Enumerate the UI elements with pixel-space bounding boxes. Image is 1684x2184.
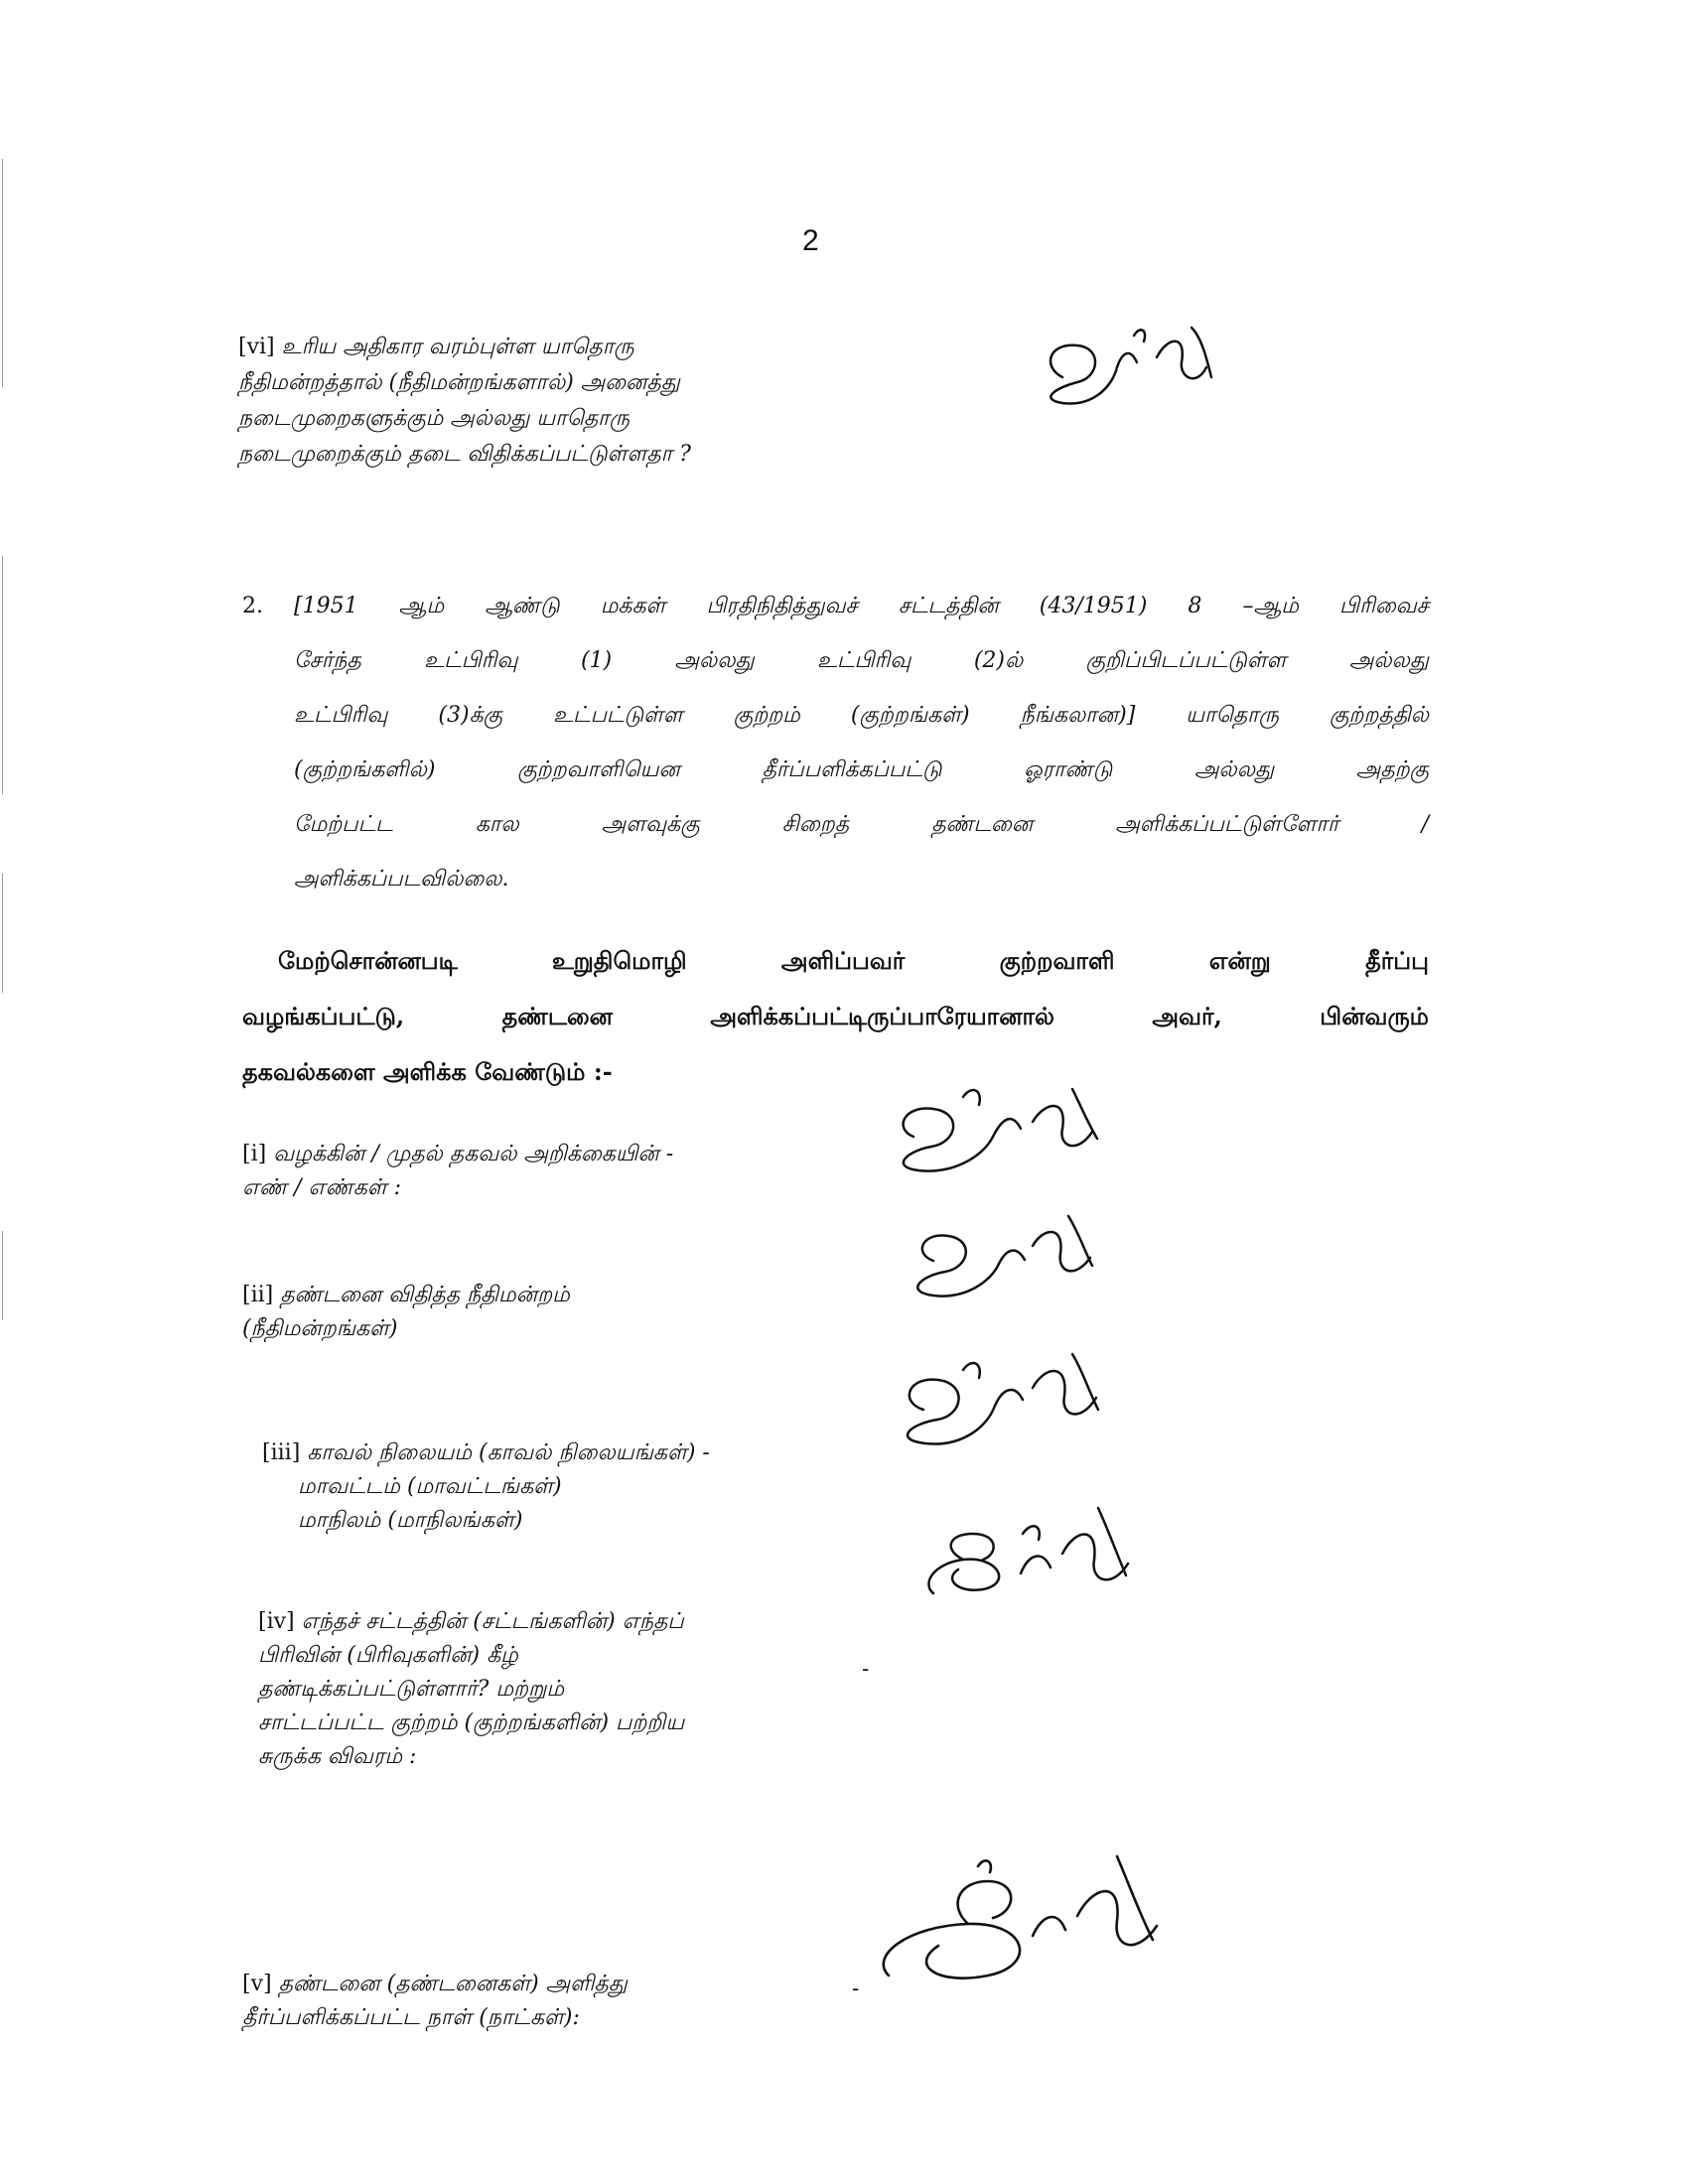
clause-line: உட்பிரிவு (3)க்கு உட்பட்டுள்ள குற்றம் (குற்றங்கள்) நீங்கலான)] யாதொரு குற்றத்தில்	[294, 703, 1429, 728]
handwritten-signature	[869, 1837, 1187, 2005]
field-text: மாநிலம் (மாநிலங்கள்)	[298, 1508, 523, 1533]
clause-line: (குற்றங்களில்) குற்றவாளியென தீர்ப்பளிக்கப்பட்டு ஓராண்டு அல்லது அதற்கு	[294, 757, 1429, 782]
dash-mark: -	[862, 1656, 870, 1681]
item-number: 2.	[242, 594, 263, 618]
field-conviction-date	[242, 1968, 858, 2035]
handwritten-signature	[884, 1340, 1122, 1459]
field-text: காவல் நிலையம் (காவல் நிலையங்கள்) -	[307, 1440, 710, 1465]
instruction-line: மேற்சொன்னபடி உறுதிமொழி அளிப்பவர் குற்றவாளி என்று தீர்ப்பு	[278, 946, 1429, 975]
field-police-station	[262, 1436, 878, 1538]
instruction-line: வழங்கப்பட்டு, தண்டனை அளிக்கப்பட்டிருப்பாரேயானால் அவர், பின்வரும்	[242, 1002, 1429, 1030]
handwritten-signature	[894, 1206, 1112, 1310]
field-text: தண்டனை விதித்த நீதிமன்றம்	[280, 1283, 570, 1307]
field-label: [iii]	[262, 1440, 301, 1465]
field-label: [iv]	[258, 1609, 295, 1634]
field-text: பிரிவின் (பிரிவுகளின்) கீழ்	[258, 1643, 518, 1668]
handwritten-signature	[904, 1494, 1162, 1623]
instruction-paragraph	[242, 933, 1429, 1100]
handwritten-signature	[884, 1077, 1112, 1186]
clause-line: [1951 ஆம் ஆண்டு மக்கள் பிரதிநிதித்துவச் சட்டத்தின் (43/1951) 8 –ஆம் பிரிவைச்	[294, 594, 1429, 618]
handwritten-signature	[1023, 308, 1241, 417]
field-text: எந்தச் சட்டத்தின் (சட்டங்களின்) எந்தப்	[301, 1609, 684, 1634]
question-line: உரிய அதிகார வரம்புள்ள யாதொரு	[281, 335, 634, 359]
page-number: 2	[802, 224, 819, 257]
field-text: சுருக்க விவரம் :	[258, 1744, 417, 1769]
scan-edge-mark	[2, 874, 3, 993]
question-line: நீதிமன்றத்தால் (நீதிமன்றங்களால்) அனைத்து	[238, 370, 680, 395]
field-text: தீர்ப்பளிக்கப்பட்ட நாள் (நாட்கள்):	[242, 2005, 580, 2030]
conviction-clause	[242, 579, 1429, 906]
field-text: (நீதிமன்றங்கள்)	[242, 1316, 398, 1341]
field-text: தண்டிக்கப்பட்டுள்ளார்? மற்றும்	[258, 1677, 565, 1702]
question-line: நடைமுறைக்கும் தடை விதிக்கப்பட்டுள்ளதா ?	[238, 442, 691, 467]
field-text: வழக்கின் / முதல் தகவல் அறிக்கையின் -	[273, 1142, 674, 1166]
field-label: [i]	[242, 1142, 267, 1166]
question-label: [vi]	[238, 335, 275, 359]
field-law-section	[258, 1605, 894, 1774]
clause-line: அளிக்கப்படவில்லை.	[294, 867, 509, 891]
scan-edge-mark	[2, 1231, 3, 1320]
dash-mark: -	[852, 1976, 860, 2000]
field-case-number	[242, 1138, 838, 1205]
scan-edge-mark	[2, 159, 3, 387]
field-text: எண் / எண்கள் :	[242, 1175, 402, 1200]
scan-edge-mark	[2, 556, 3, 794]
field-text: தண்டனை (தண்டனைகள்) அளித்து	[278, 1972, 628, 1996]
field-label: [v]	[242, 1972, 272, 1996]
field-label: [ii]	[242, 1283, 274, 1307]
clause-line: சேர்ந்த உட்பிரிவு (1) அல்லது உட்பிரிவு (2)ல் குறிப்பிடப்பட்டுள்ள அல்லது	[294, 648, 1429, 673]
field-text: மாவட்டம் (மாவட்டங்கள்)	[298, 1474, 562, 1499]
field-text: சாட்டப்பட்ட குற்றம் (குற்றங்களின்) பற்றிய	[258, 1710, 685, 1735]
question-line: நடைமுறைகளுக்கும் அல்லது யாதொரு	[238, 406, 631, 431]
instruction-line: தகவல்களை அளிக்க வேண்டும் :-	[242, 1057, 613, 1086]
clause-line: மேற்பட்ட கால அளவுக்கு சிறைத் தண்டனை அளிக்கப்பட்டுள்ளோர் /	[294, 812, 1429, 837]
field-court	[242, 1279, 798, 1346]
question-vi	[238, 330, 854, 473]
